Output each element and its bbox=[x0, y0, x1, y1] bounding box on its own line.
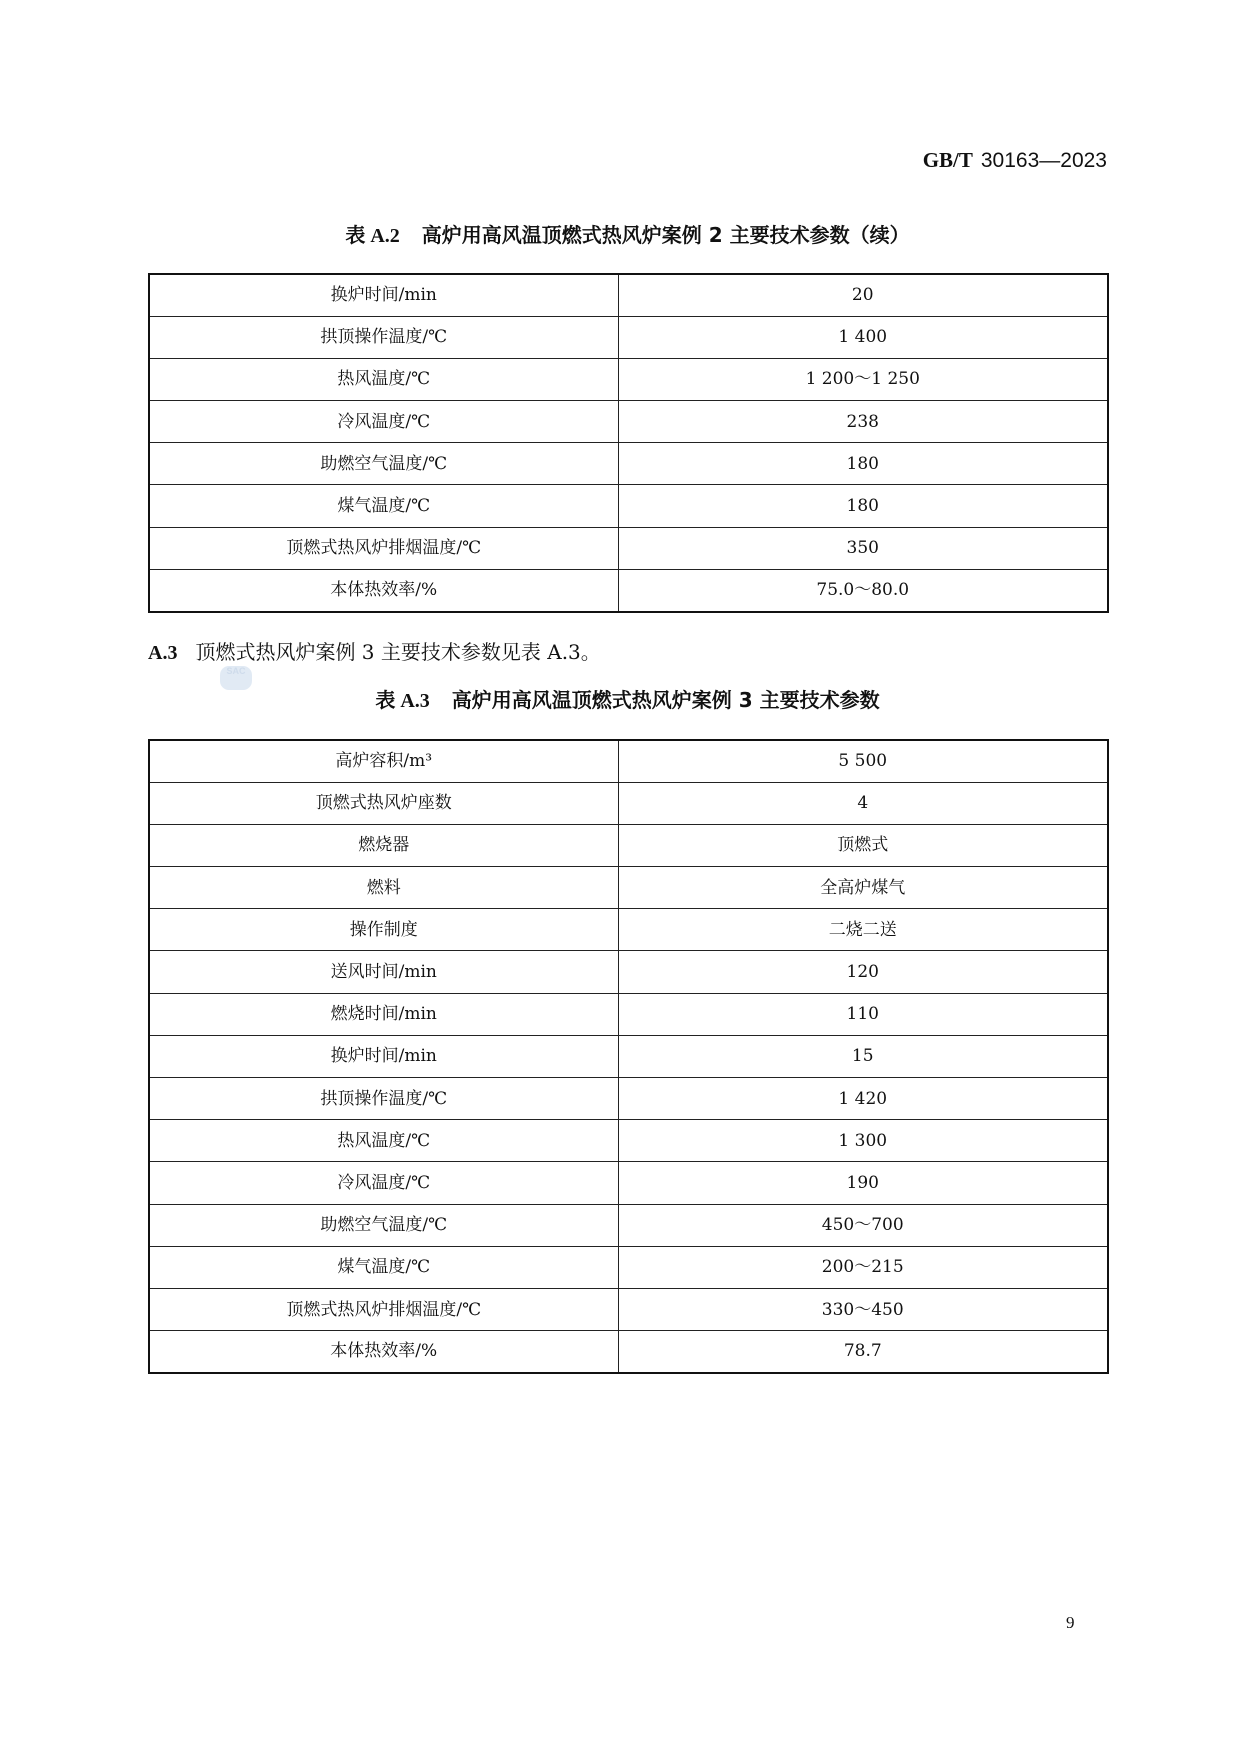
table-row bbox=[149, 443, 1108, 485]
value-cell: 全高炉煤气 bbox=[618, 867, 1108, 909]
table-row bbox=[149, 1331, 1108, 1373]
param-cell: 燃烧器 bbox=[149, 824, 618, 866]
table-row bbox=[149, 951, 1108, 993]
table-row bbox=[149, 1204, 1108, 1246]
value-cell: 120 bbox=[618, 951, 1108, 993]
value-cell: 78.7 bbox=[618, 1331, 1108, 1373]
table-a2-title: 高炉用高风温顶燃式热风炉案例 2 主要技术参数（续） bbox=[421, 223, 910, 247]
value-cell: 1 420 bbox=[618, 1078, 1108, 1120]
param-cell: 助燃空气温度/℃ bbox=[149, 1204, 618, 1246]
param-cell: 本体热效率/% bbox=[149, 1331, 618, 1373]
table-row bbox=[149, 824, 1108, 866]
value-cell: 330～450 bbox=[618, 1288, 1108, 1330]
param-cell: 换炉时间/min bbox=[149, 1035, 618, 1077]
value-cell: 1 200～1 250 bbox=[618, 358, 1108, 400]
value-cell: 238 bbox=[618, 401, 1108, 443]
param-cell: 高炉容积/m³ bbox=[149, 740, 618, 782]
param-cell: 操作制度 bbox=[149, 909, 618, 951]
table-a2-label: 表 A.2 bbox=[345, 225, 400, 247]
standard-code-prefix: GB/T bbox=[922, 148, 973, 172]
param-cell: 送风时间/min bbox=[149, 951, 618, 993]
value-cell: 180 bbox=[618, 485, 1108, 527]
value-cell: 110 bbox=[618, 993, 1108, 1035]
param-cell: 煤气温度/℃ bbox=[149, 485, 618, 527]
table-a3 bbox=[148, 739, 1109, 1374]
section-a3-paragraph bbox=[148, 640, 601, 665]
param-cell: 助燃空气温度/℃ bbox=[149, 443, 618, 485]
table-row bbox=[149, 1162, 1108, 1204]
value-cell: 190 bbox=[618, 1162, 1108, 1204]
value-cell: 350 bbox=[618, 527, 1108, 569]
value-cell: 20 bbox=[618, 274, 1108, 316]
table-a3-caption bbox=[148, 688, 1107, 713]
param-cell: 换炉时间/min bbox=[149, 274, 618, 316]
param-cell: 顶燃式热风炉排烟温度/℃ bbox=[149, 527, 618, 569]
param-cell: 煤气温度/℃ bbox=[149, 1246, 618, 1288]
table-row bbox=[149, 401, 1108, 443]
section-a3-number: A.3 bbox=[148, 642, 178, 664]
page-number: 9 bbox=[1066, 1613, 1075, 1632]
watermark-text: SAC bbox=[226, 666, 246, 676]
param-cell: 冷风温度/℃ bbox=[149, 1162, 618, 1204]
table-row bbox=[149, 740, 1108, 782]
table-row bbox=[149, 1035, 1108, 1077]
table-row bbox=[149, 274, 1108, 316]
table-row bbox=[149, 867, 1108, 909]
table-row bbox=[149, 782, 1108, 824]
table-row bbox=[149, 1288, 1108, 1330]
table-row bbox=[149, 1078, 1108, 1120]
table-a2-caption bbox=[148, 223, 1107, 248]
value-cell: 15 bbox=[618, 1035, 1108, 1077]
table-a3-title: 高炉用高风温顶燃式热风炉案例 3 主要技术参数 bbox=[451, 688, 880, 712]
param-cell: 热风温度/℃ bbox=[149, 358, 618, 400]
value-cell: 75.0～80.0 bbox=[618, 569, 1108, 611]
param-cell: 顶燃式热风炉座数 bbox=[149, 782, 618, 824]
param-cell: 本体热效率/% bbox=[149, 569, 618, 611]
value-cell: 1 300 bbox=[618, 1120, 1108, 1162]
table-row bbox=[149, 485, 1108, 527]
table-row bbox=[149, 316, 1108, 358]
table-row bbox=[149, 1120, 1108, 1162]
value-cell: 180 bbox=[618, 443, 1108, 485]
table-row bbox=[149, 527, 1108, 569]
section-a3-text: 顶燃式热风炉案例 3 主要技术参数见表 A.3。 bbox=[195, 640, 601, 664]
param-cell: 冷风温度/℃ bbox=[149, 401, 618, 443]
value-cell: 450～700 bbox=[618, 1204, 1108, 1246]
value-cell: 5 500 bbox=[618, 740, 1108, 782]
value-cell: 4 bbox=[618, 782, 1108, 824]
table-row bbox=[149, 909, 1108, 951]
value-cell: 顶燃式 bbox=[618, 824, 1108, 866]
value-cell: 200～215 bbox=[618, 1246, 1108, 1288]
table-row bbox=[149, 358, 1108, 400]
param-cell: 顶燃式热风炉排烟温度/℃ bbox=[149, 1288, 618, 1330]
table-a2 bbox=[148, 273, 1109, 613]
param-cell: 燃烧时间/min bbox=[149, 993, 618, 1035]
param-cell: 热风温度/℃ bbox=[149, 1120, 618, 1162]
param-cell: 燃料 bbox=[149, 867, 618, 909]
value-cell: 1 400 bbox=[618, 316, 1108, 358]
table-row bbox=[149, 1246, 1108, 1288]
table-row bbox=[149, 569, 1108, 611]
standard-code-number: 30163—2023 bbox=[980, 149, 1107, 172]
param-cell: 拱顶操作温度/℃ bbox=[149, 1078, 618, 1120]
table-row bbox=[149, 993, 1108, 1035]
table-a3-label: 表 A.3 bbox=[375, 690, 430, 712]
standard-code-header bbox=[923, 148, 1107, 173]
param-cell: 拱顶操作温度/℃ bbox=[149, 316, 618, 358]
value-cell: 二烧二送 bbox=[618, 909, 1108, 951]
